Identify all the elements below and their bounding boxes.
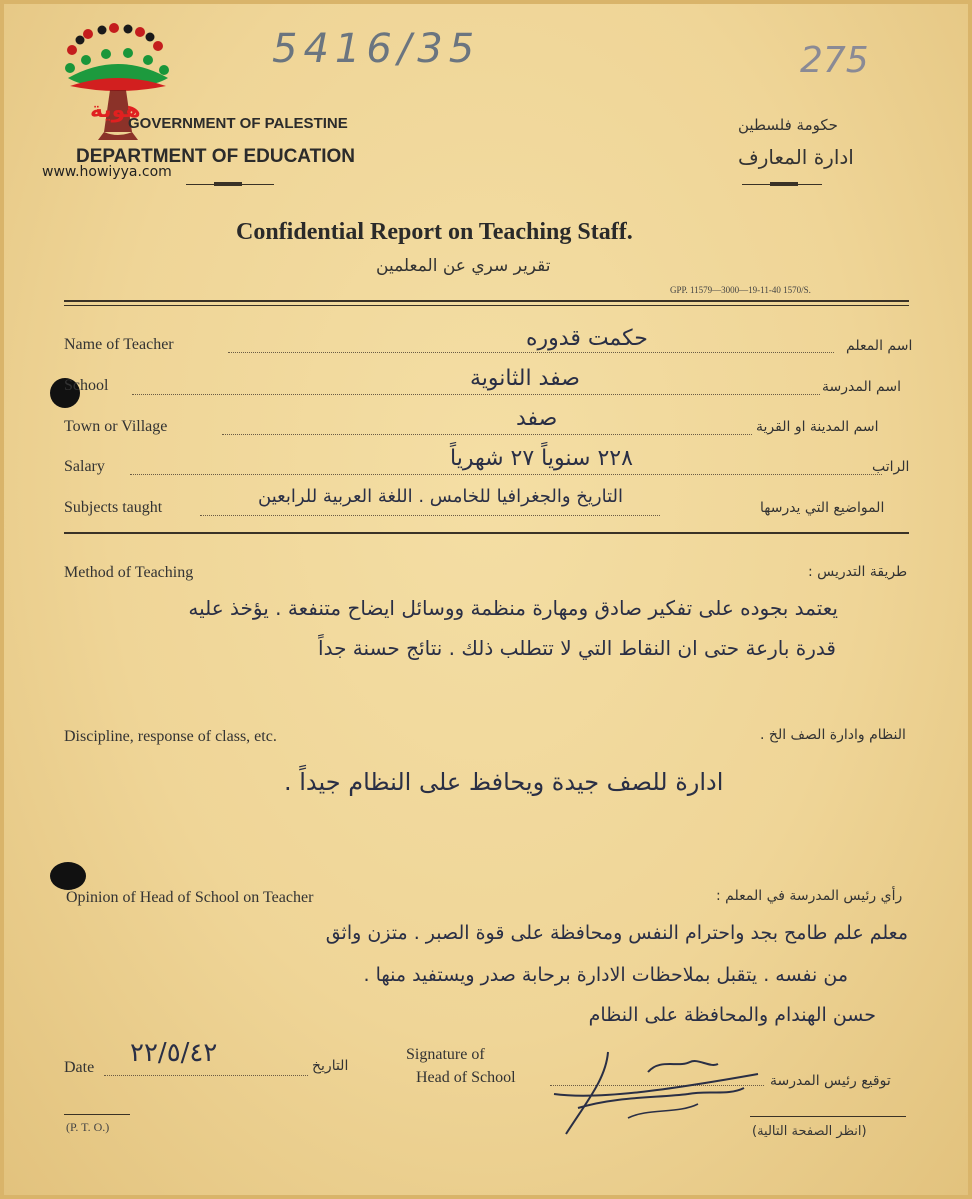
watermark-url: www.howiyya.com [42, 164, 172, 180]
subjects-value: التاريخ والجغرافيا للخامس . اللغة العربية للرابعين [258, 486, 624, 507]
date-label-ar: التاريخ [312, 1058, 349, 1074]
date-label-en: Date [64, 1059, 95, 1076]
school-label-en: School [64, 377, 109, 394]
print-code: GPP. 11579—3000—19-11-40 1570/S. [670, 285, 811, 295]
discipline-label-ar: النظام وادارة الصف الخ . [760, 727, 906, 743]
page-number: 275 [800, 40, 869, 81]
government-title-ar: حكومة فلسطين [738, 116, 838, 134]
department-title-en: DEPARTMENT OF EDUCATION [76, 146, 356, 167]
school-label-ar: اسم المدرسة [822, 379, 901, 395]
government-title-en: GOVERNMENT OF PALESTINE [128, 115, 348, 132]
tree-logo-icon [58, 20, 178, 160]
signature-label-line-2: Head of School [416, 1069, 516, 1086]
salary-label-en: Salary [64, 458, 105, 475]
reference-number: 5416/35 [272, 26, 481, 72]
pto-en: (P. T. O.) [66, 1120, 110, 1134]
signature-label-ar: توقيع رئيس المدرسة [770, 1073, 891, 1089]
department-title-ar: ادارة المعارف [738, 145, 854, 169]
watermark-logo [58, 20, 178, 160]
report-title-en: Confidential Report on Teaching Staff. [236, 219, 633, 245]
name-label-ar: اسم المعلم [846, 338, 913, 354]
discipline-text: ادارة للصف جيدة ويحافظ على النظام جيداً . [284, 768, 724, 796]
name-label-en: Name of Teacher [64, 336, 174, 353]
salary-label-ar: الراتب [872, 459, 910, 475]
town-value: صفد [516, 406, 558, 431]
opinion-text-line-1: معلم علم طامح بجد واحترام النفس ومحافظة على قوة الصبر . متزن واثق [325, 922, 908, 944]
watermark-logo-text: هوية [90, 98, 141, 123]
opinion-label-ar: رأي رئيس المدرسة في المعلم : [716, 888, 903, 904]
signature-label-line-1: Signature of [406, 1046, 485, 1063]
name-value: حكمت قدوره [526, 326, 648, 351]
town-label-ar: اسم المدينة او القرية [756, 419, 879, 435]
report-title-ar: تقرير سري عن المعلمين [376, 256, 551, 276]
discipline-label-en: Discipline, response of class, etc. [64, 728, 277, 745]
subjects-label-en: Subjects taught [64, 499, 163, 516]
punch-hole [50, 862, 86, 890]
signature-scribble [548, 1038, 778, 1142]
school-value: صفد الثانوية [470, 366, 580, 391]
method-text-line-2: قدرة بارعة حتى ان النقاط التي لا تتطلب ذلك . نتائج حسنة جداً [318, 636, 836, 660]
method-text-line-1: يعتمد بجوده على تفكير صادق ومهارة منظمة ووسائل ايضاح متنفعة . يؤخذ عليه [188, 596, 838, 620]
method-label-en: Method of Teaching [64, 564, 194, 581]
date-value: ٢٢/٥/٤٢ [130, 1038, 218, 1068]
pto-ar: (انظر الصفحة التالية) [752, 1124, 867, 1139]
opinion-text-line-3: حسن الهندام والمحافظة على النظام [588, 1004, 876, 1026]
town-label-en: Town or Village [64, 418, 168, 435]
opinion-label-en: Opinion of Head of School on Teacher [66, 889, 314, 906]
subjects-label-ar: المواضيع التي يدرسها [760, 500, 885, 516]
method-label-ar: طريقة التدريس : [808, 564, 908, 580]
salary-value: ٢٢٨ سنوياً ٢٧ شهرياً [450, 446, 633, 471]
opinion-text-line-2: من نفسه . يتقبل بملاحظات الادارة برحابة صدر ويستفيد منها . [363, 964, 848, 986]
